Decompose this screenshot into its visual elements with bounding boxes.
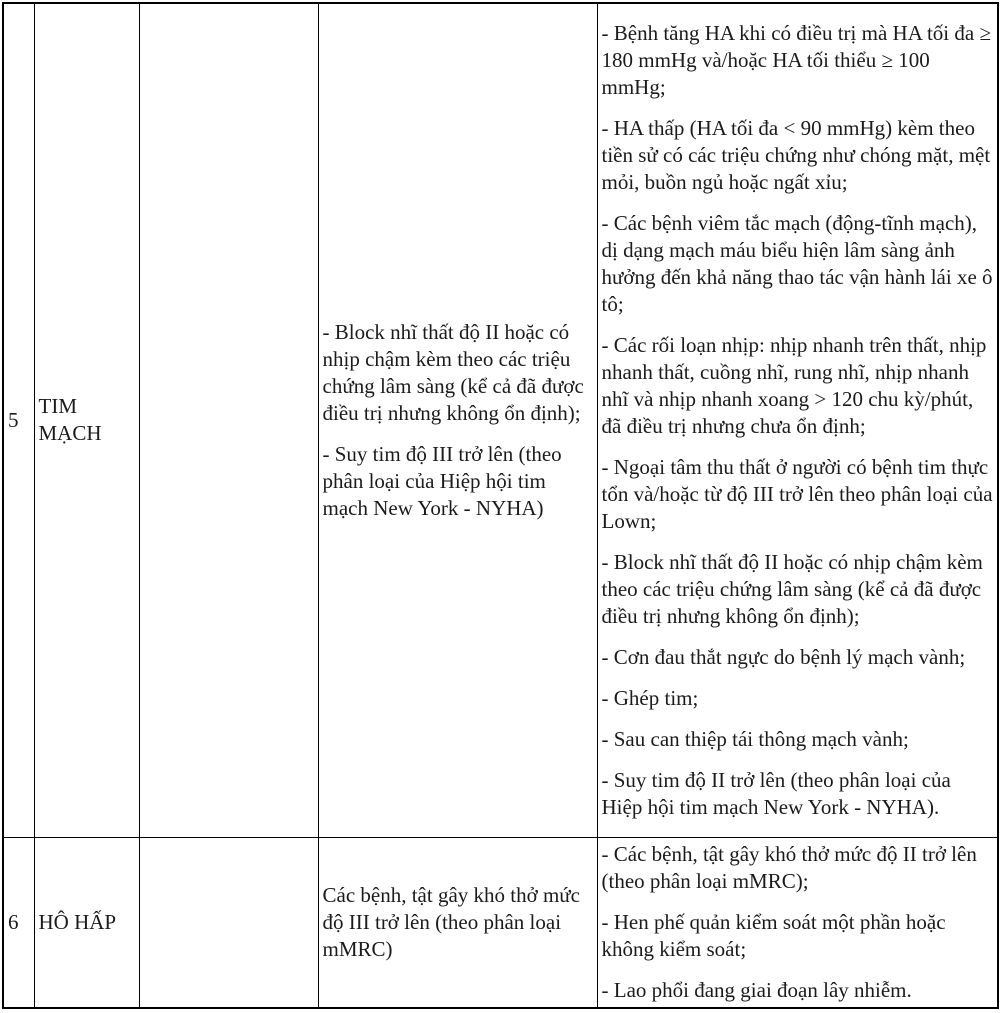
criterion-item: - Cơn đau thắt ngực do bệnh lý mạch vành; [601, 644, 966, 669]
criterion-item: - Suy tim độ II trở lên (theo phân loại của Hiệp hội tim mạch New York - NYHA). [601, 767, 951, 819]
specialty-cell [34, 3, 139, 837]
health-criteria-table [2, 2, 999, 1009]
middle-criteria-cell [318, 837, 597, 1008]
empty-criteria-cell [139, 3, 318, 837]
criterion-item: - Sau can thiệp tái thông mạch vành; [601, 726, 909, 751]
criterion-item: - Các bệnh, tật gây khó thở mức độ II trở lên (theo phân loại mMRC); [601, 841, 977, 893]
criterion-item: - Ghép tim; [601, 685, 699, 710]
specialty-label: TIM MẠCH [38, 394, 102, 446]
criterion-item: - Các bệnh viêm tắc mạch (động-tĩnh mạch), dị dạng mạch máu biểu hiện lâm sàng ảnh hưởng đến khả năng thao tác vận hành lái xe ô tô; [601, 210, 993, 316]
criterion-item: - Bệnh tăng HA khi có điều trị mà HA tối đa ≥ 180 mmHg và/hoặc HA tối thiểu ≥ 100 mmHg; [601, 20, 991, 99]
table-row-tim-mach [3, 3, 998, 837]
row-number-cell [3, 3, 34, 837]
criterion-item: - Hen phế quản kiểm soát một phần hoặc không kiểm soát; [601, 909, 946, 961]
criterion-item: Các bệnh, tật gây khó thở mức độ III trở lên (theo phân loại mMRC) [322, 882, 581, 961]
row-number: 6 [8, 909, 19, 934]
criterion-item: - Lao phổi đang giai đoạn lây nhiễm. [601, 977, 912, 1002]
specialty-cell [34, 837, 139, 1008]
empty-criteria-cell [139, 837, 318, 1008]
table-row-ho-hap [3, 837, 998, 1008]
criterion-item: - Suy tim độ III trở lên (theo phân loại của Hiệp hội tim mạch New York - NYHA) [322, 441, 562, 520]
criterion-item: - HA thấp (HA tối đa < 90 mmHg) kèm theo tiền sử có các triệu chứng như chóng mặt, mệt mỏi, buồn ngủ hoặc ngất xỉu; [601, 115, 991, 194]
criterion-item: - Block nhĩ thất độ II hoặc có nhịp chậm kèm theo các triệu chứng lâm sàng (kể cả đã được điều trị nhưng không ổn định); [322, 319, 584, 425]
specialty-label: HÔ HẤP [38, 909, 117, 934]
row-number: 5 [8, 407, 19, 432]
right-criteria-cell [597, 837, 998, 1008]
criterion-item: - Ngoại tâm thu thất ở người có bệnh tim thực tổn và/hoặc từ độ III trở lên theo phân loại của Lown; [601, 454, 993, 533]
right-criteria-cell [597, 3, 998, 837]
row-number-cell [3, 837, 34, 1008]
criterion-item: - Block nhĩ thất độ II hoặc có nhịp chậm kèm theo các triệu chứng lâm sàng (kể cả đã được điều trị nhưng không ổn định); [601, 549, 983, 628]
middle-criteria-cell [318, 3, 597, 837]
criterion-item: - Các rối loạn nhịp: nhịp nhanh trên thất, nhịp nhanh thất, cuồng nhĩ, rung nhĩ, nhịp nhanh nhĩ và nhịp nhanh xoang > 120 chu kỳ/phút, đã điều trị nhưng chưa ổn định; [601, 332, 987, 438]
